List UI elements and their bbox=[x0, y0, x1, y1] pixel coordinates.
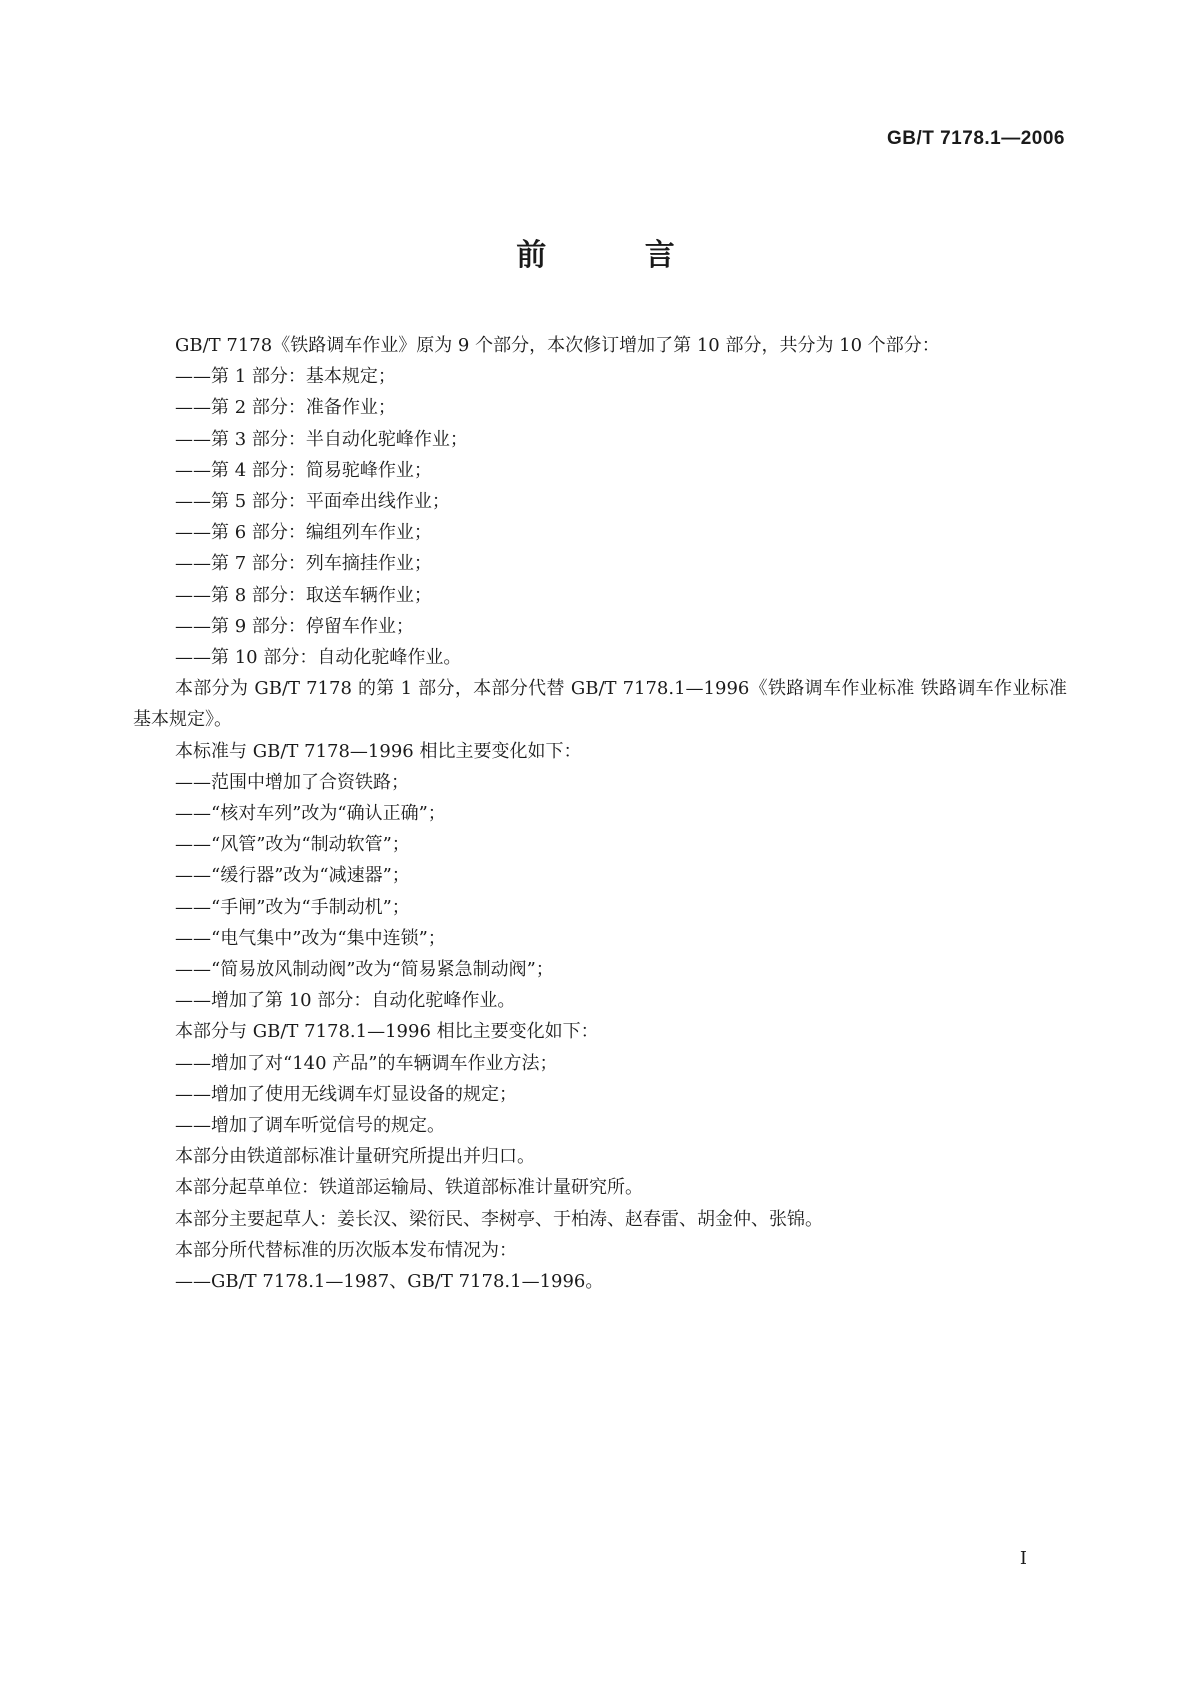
standard-number: GB/T 7178.1—2006 bbox=[886, 128, 1065, 149]
list-item: ——“缓行器”改为“减速器”； bbox=[175, 865, 410, 887]
paragraph: 本部分与 GB/T 7178.1—1996 相比主要变化如下： bbox=[175, 1021, 599, 1043]
list-item: ——GB/T 7178.1—1987、GB/T 7178.1—1996。 bbox=[175, 1271, 604, 1293]
list-item: ——第 4 部分：简易驼峰作业； bbox=[175, 459, 432, 481]
list-item: ——增加了第 10 部分：自动化驼峰作业。 bbox=[175, 990, 516, 1012]
paragraph: GB/T 7178《铁路调车作业》原为 9 个部分，本次修订增加了第 10 部分，共分为 10 个部分： bbox=[175, 335, 940, 356]
list-item: ——第 7 部分：列车摘挂作业； bbox=[175, 553, 432, 575]
paragraph: 本标准与 GB/T 7178—1996 相比主要变化如下： bbox=[175, 740, 582, 762]
paragraph: 本部分由铁道部标准计量研究所提出并归口。 bbox=[175, 1146, 535, 1168]
list-item: ——“风管”改为“制动软管”； bbox=[175, 834, 410, 856]
list-item: ——第 3 部分：半自动化驼峰作业； bbox=[175, 428, 468, 450]
list-item: ——增加了使用无线调车灯显设备的规定； bbox=[175, 1083, 517, 1105]
document-body bbox=[133, 330, 1067, 1297]
list-item: ——“简易放风制动阀”改为“简易紧急制动阀”； bbox=[175, 959, 554, 981]
paragraph: 本部分为 GB/T 7178 的第 1 部分，本部分代替 GB/T 7178.1—1996《铁路调车作业标准 铁路调车作业标准基本规定》。 bbox=[133, 678, 1067, 731]
paragraph: 本部分主要起草人：姜长汉、梁衍民、李树亭、于柏涛、赵春雷、胡金仲、张锦。 bbox=[175, 1208, 823, 1230]
paragraph: 本部分起草单位：铁道部运输局、铁道部标准计量研究所。 bbox=[175, 1177, 643, 1199]
list-item: ——第 8 部分：取送车辆作业； bbox=[175, 584, 432, 606]
list-item: ——第 9 部分：停留车作业； bbox=[175, 615, 414, 637]
page-title: 前 言 bbox=[516, 238, 719, 273]
list-item: ——第 10 部分：自动化驼峰作业。 bbox=[175, 647, 462, 669]
list-item: ——增加了对“140 产品”的车辆调车作业方法； bbox=[175, 1052, 558, 1074]
list-item: ——第 6 部分：编组列车作业； bbox=[175, 522, 432, 544]
list-item: ——“电气集中”改为“集中连锁”； bbox=[175, 927, 446, 949]
paragraph: 本部分所代替标准的历次版本发布情况为： bbox=[175, 1239, 517, 1261]
list-item: ——范围中增加了合资铁路； bbox=[175, 771, 409, 793]
page-number: I bbox=[1019, 1548, 1027, 1569]
list-item: ——“核对车列”改为“确认正确”； bbox=[175, 803, 446, 825]
list-item: ——第 5 部分：平面牵出线作业； bbox=[175, 491, 450, 513]
list-item: ——增加了调车听觉信号的规定。 bbox=[175, 1115, 445, 1137]
list-item: ——“手闸”改为“手制动机”； bbox=[175, 896, 410, 918]
list-item: ——第 1 部分：基本规定； bbox=[175, 366, 396, 388]
list-item: ——第 2 部分：准备作业； bbox=[175, 397, 396, 419]
